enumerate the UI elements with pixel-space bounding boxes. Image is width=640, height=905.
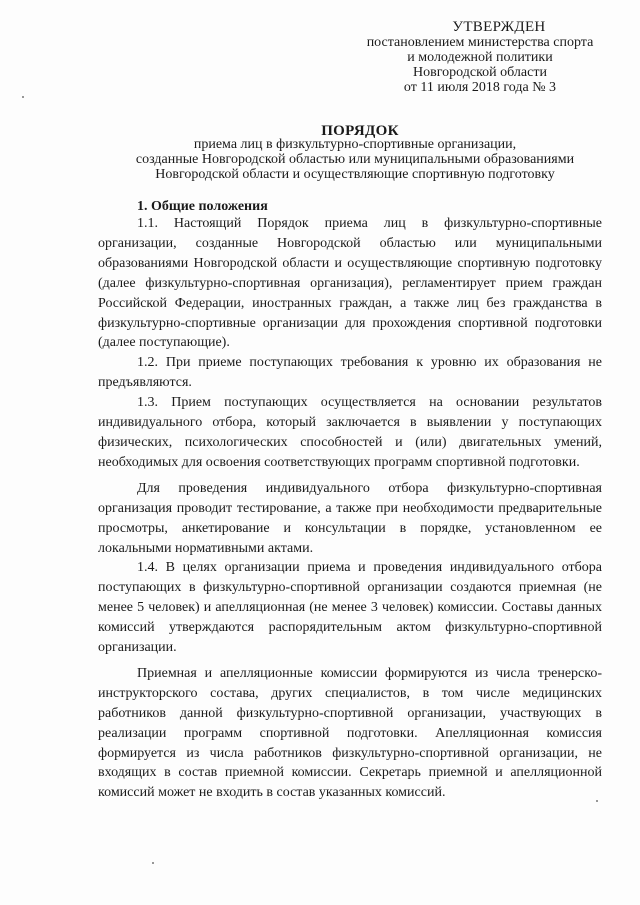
approval-line: Новгородской области [413, 65, 547, 80]
subtitle-line: Новгородской области и осуществляющие спортивную подготовку [155, 167, 555, 182]
section-body [98, 214, 602, 803]
scan-speck [22, 96, 24, 98]
paragraph-selection: Для проведения индивидуального отбора физкультурно-спортивная организация проводит тестирование, а также при необходимости предварительные просмотры, анкетирование и консультации в порядке, установленном ее локальными нормативными актами. [98, 480, 602, 556]
approval-date: от 11 июля 2018 года № 3 [403, 80, 557, 95]
subtitle-line: созданные Новгородской областью или муниципальными образованиями [135, 152, 575, 167]
approval-stamp-block [355, 20, 605, 95]
subtitle-line: приема лиц в физкультурно-спортивные организации, [193, 137, 517, 152]
approval-line: и молодежной политики [407, 50, 553, 65]
document-subtitle [95, 137, 615, 182]
paragraph-1-1: 1.1. Настоящий Порядок приема лиц в физкультурно-спортивные организации, созданные Новгородской областью или муниципальными образованиями Новгородской области и осуществляющие спортивную подготовку (далее физкультурно-спортивная организация), регламентирует прием граждан Российской Федерации, иностранных граждан, а также лиц без гражданства в физкультурно-спортивные организации для прохождения спортивной подготовки (далее поступающие). [98, 216, 602, 351]
document-title: ПОРЯДОК [321, 123, 399, 139]
approval-line: постановлением министерства спорта [366, 35, 594, 50]
approval-title: УТВЕРЖДЕН [452, 19, 546, 35]
paragraph-1-4: 1.4. В целях организации приема и проведения индивидуального отбора поступающих в физкультурно-спортивной организации создаются приемная (не менее 5 человек) и апелляционная (не менее 3 человек) комиссии. Составы данных комиссий утверждаются распорядительным актом физкультурно-спортивной организации. [98, 560, 602, 656]
scan-speck [596, 800, 598, 802]
paragraph-1-2: 1.2. При приеме поступающих требования к уровню их образования не предъявляются. [98, 355, 602, 391]
paragraph-commissions: Приемная и апелляционные комиссии формируются из числа тренерско-инструкторского состава, других специалистов, в том числе медицинских работников данной физкультурно-спортивной организации, участвующих в реализации программ спортивной подготовки. Апелляционная комиссия формируется из числа работников физкультурно-спортивной организации, не входящих в состав приемной комиссии. Секретарь приемной и апелляционной комиссий может не входить в состав указанных комиссий. [98, 665, 602, 801]
paragraph-1-3: 1.3. Прием поступающих осуществляется на основании результатов индивидуального отбора, который заключается в выявлении у поступающих физических, психологических способностей и (или) двигательных умений, необходимых для освоения соответствующих программ спортивной подготовки. [98, 395, 602, 470]
scan-speck [152, 862, 154, 864]
section-heading: 1. Общие положения [137, 199, 268, 214]
